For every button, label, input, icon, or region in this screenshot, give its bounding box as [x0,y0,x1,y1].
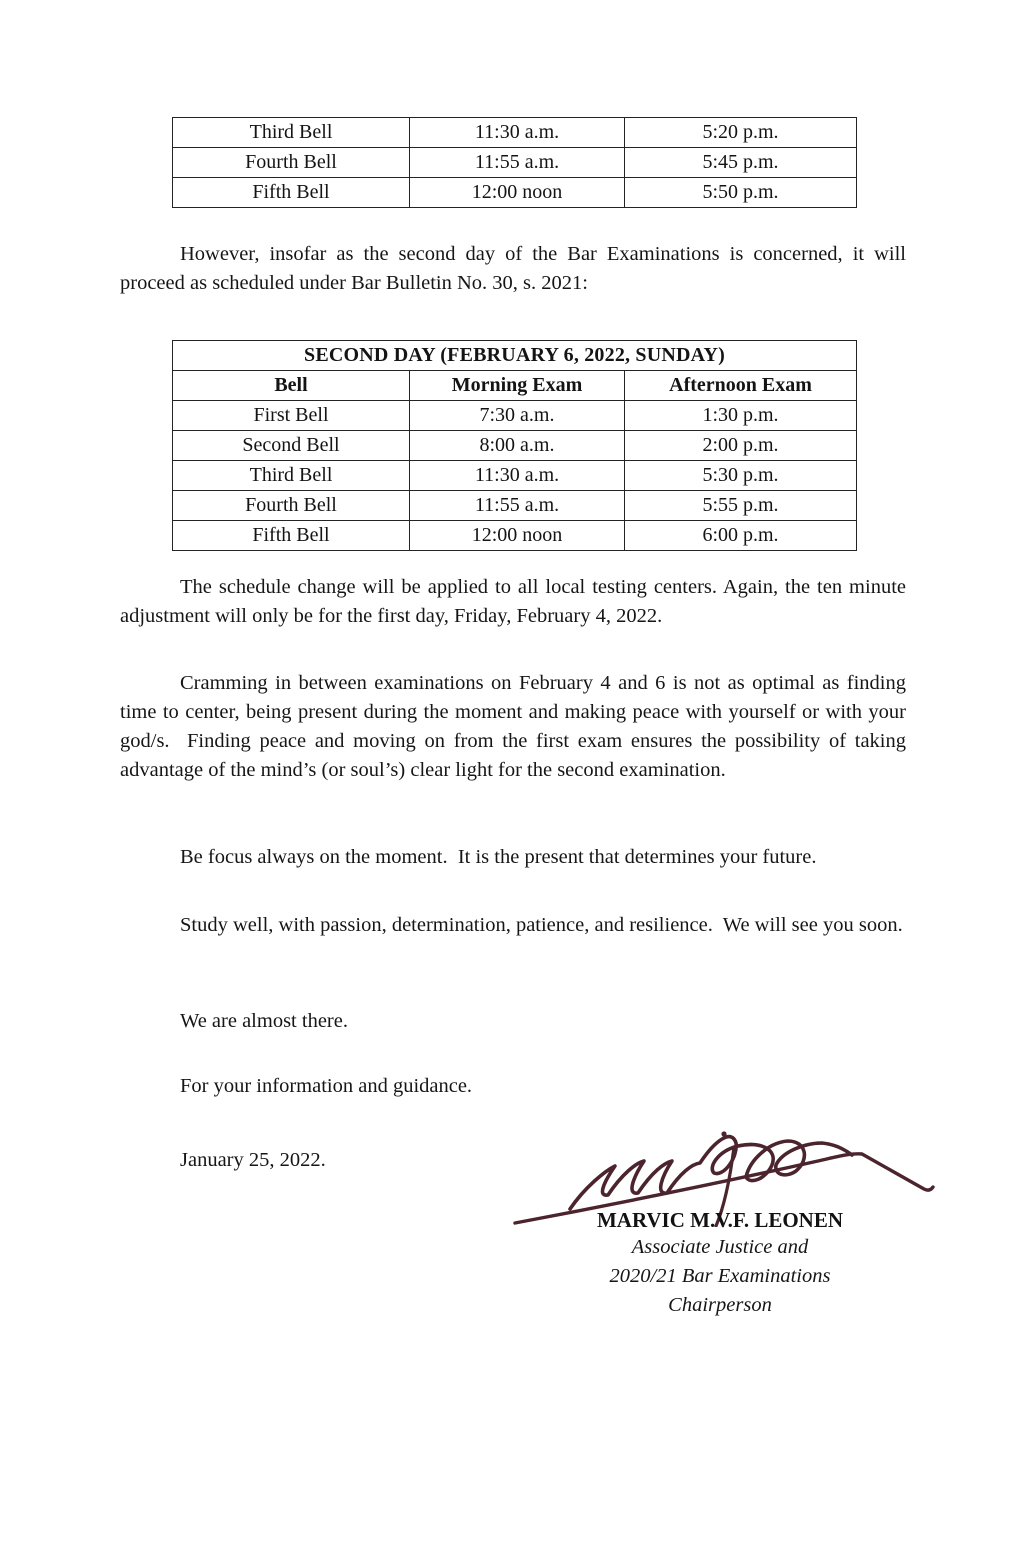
signatory-name: MARVIC M.V.F. LEONEN [596,1208,844,1232]
morning-exam-cell: 12:00 noon [410,178,625,208]
signature-block [500,1127,940,1320]
bell-cell: First Bell [173,401,410,431]
bell-cell: Fifth Bell [173,178,410,208]
paragraph-focus-advice: Be focus always on the moment. It is the present that determines your future. [180,846,817,868]
table-header-row [173,371,857,401]
table-row [173,521,857,551]
afternoon-exam-cell: 2:00 p.m. [625,431,857,461]
date-line: January 25, 2022. [180,1149,326,1171]
table-row [173,148,857,178]
paragraph-almost-there: We are almost there. [180,1010,348,1032]
signatory-title-line: 2020/21 Bar Examinations [609,1265,831,1287]
table-row [173,491,857,521]
afternoon-exam-cell: 5:30 p.m. [625,461,857,491]
table-row [173,461,857,491]
bell-cell: Third Bell [173,118,410,148]
bell-cell: Fourth Bell [173,148,410,178]
afternoon-exam-header: Afternoon Exam [625,371,857,401]
table-row [173,178,857,208]
paragraph-study-well: Study well, with passion, determination, patience, and resilience. We will see you soon. [180,914,903,936]
morning-exam-cell: 12:00 noon [410,521,625,551]
table-row [173,431,857,461]
paragraph-cramming-advice: Cramming in between examinations on February 4 and 6 is not as optimal as finding time to center, being present during the moment and making peace with yourself or with your god/s. Finding peace and moving on from the first exam ensures the possibility of taking advantage of the mind’s (or soul’s) clear light for the second examination. [120,672,912,781]
afternoon-exam-cell: 5:20 p.m. [625,118,857,148]
bell-cell: Second Bell [173,431,410,461]
table-title-row [173,341,857,371]
table-row [173,401,857,431]
bell-cell: Fourth Bell [173,491,410,521]
paragraph-for-information: For your information and guidance. [180,1075,473,1097]
morning-exam-header: Morning Exam [410,371,625,401]
afternoon-exam-cell: 5:45 p.m. [625,148,857,178]
morning-exam-cell: 8:00 a.m. [410,431,625,461]
afternoon-exam-cell: 5:55 p.m. [625,491,857,521]
morning-exam-cell: 11:30 a.m. [410,118,625,148]
pen-dot [721,1131,726,1136]
afternoon-exam-cell: 5:50 p.m. [625,178,857,208]
first-day-schedule-table [172,117,857,208]
signatory-title-line: Associate Justice and [631,1236,809,1258]
morning-exam-cell: 7:30 a.m. [410,401,625,431]
signatory-title-line: Chairperson [668,1294,772,1316]
afternoon-exam-cell: 6:00 p.m. [625,521,857,551]
paragraph-second-day-notice: However, insofar as the second day of the Bar Examinations is concerned, it will proceed as scheduled under Bar Bulletin No. 30, s. 2021: [120,243,912,294]
bell-header: Bell [173,371,410,401]
morning-exam-cell: 11:55 a.m. [410,148,625,178]
bell-cell: Fifth Bell [173,521,410,551]
second-day-schedule-table [172,340,857,551]
table-row [173,118,857,148]
morning-exam-cell: 11:55 a.m. [410,491,625,521]
bell-cell: Third Bell [173,461,410,491]
morning-exam-cell: 11:30 a.m. [410,461,625,491]
afternoon-exam-cell: 1:30 p.m. [625,401,857,431]
paragraph-schedule-change: The schedule change will be applied to all local testing centers. Again, the ten minute adjustment will only be for the first day, Friday, February 4, 2022. [120,576,912,627]
table-title: SECOND DAY (FEBRUARY 6, 2022, SUNDAY) [173,341,857,371]
